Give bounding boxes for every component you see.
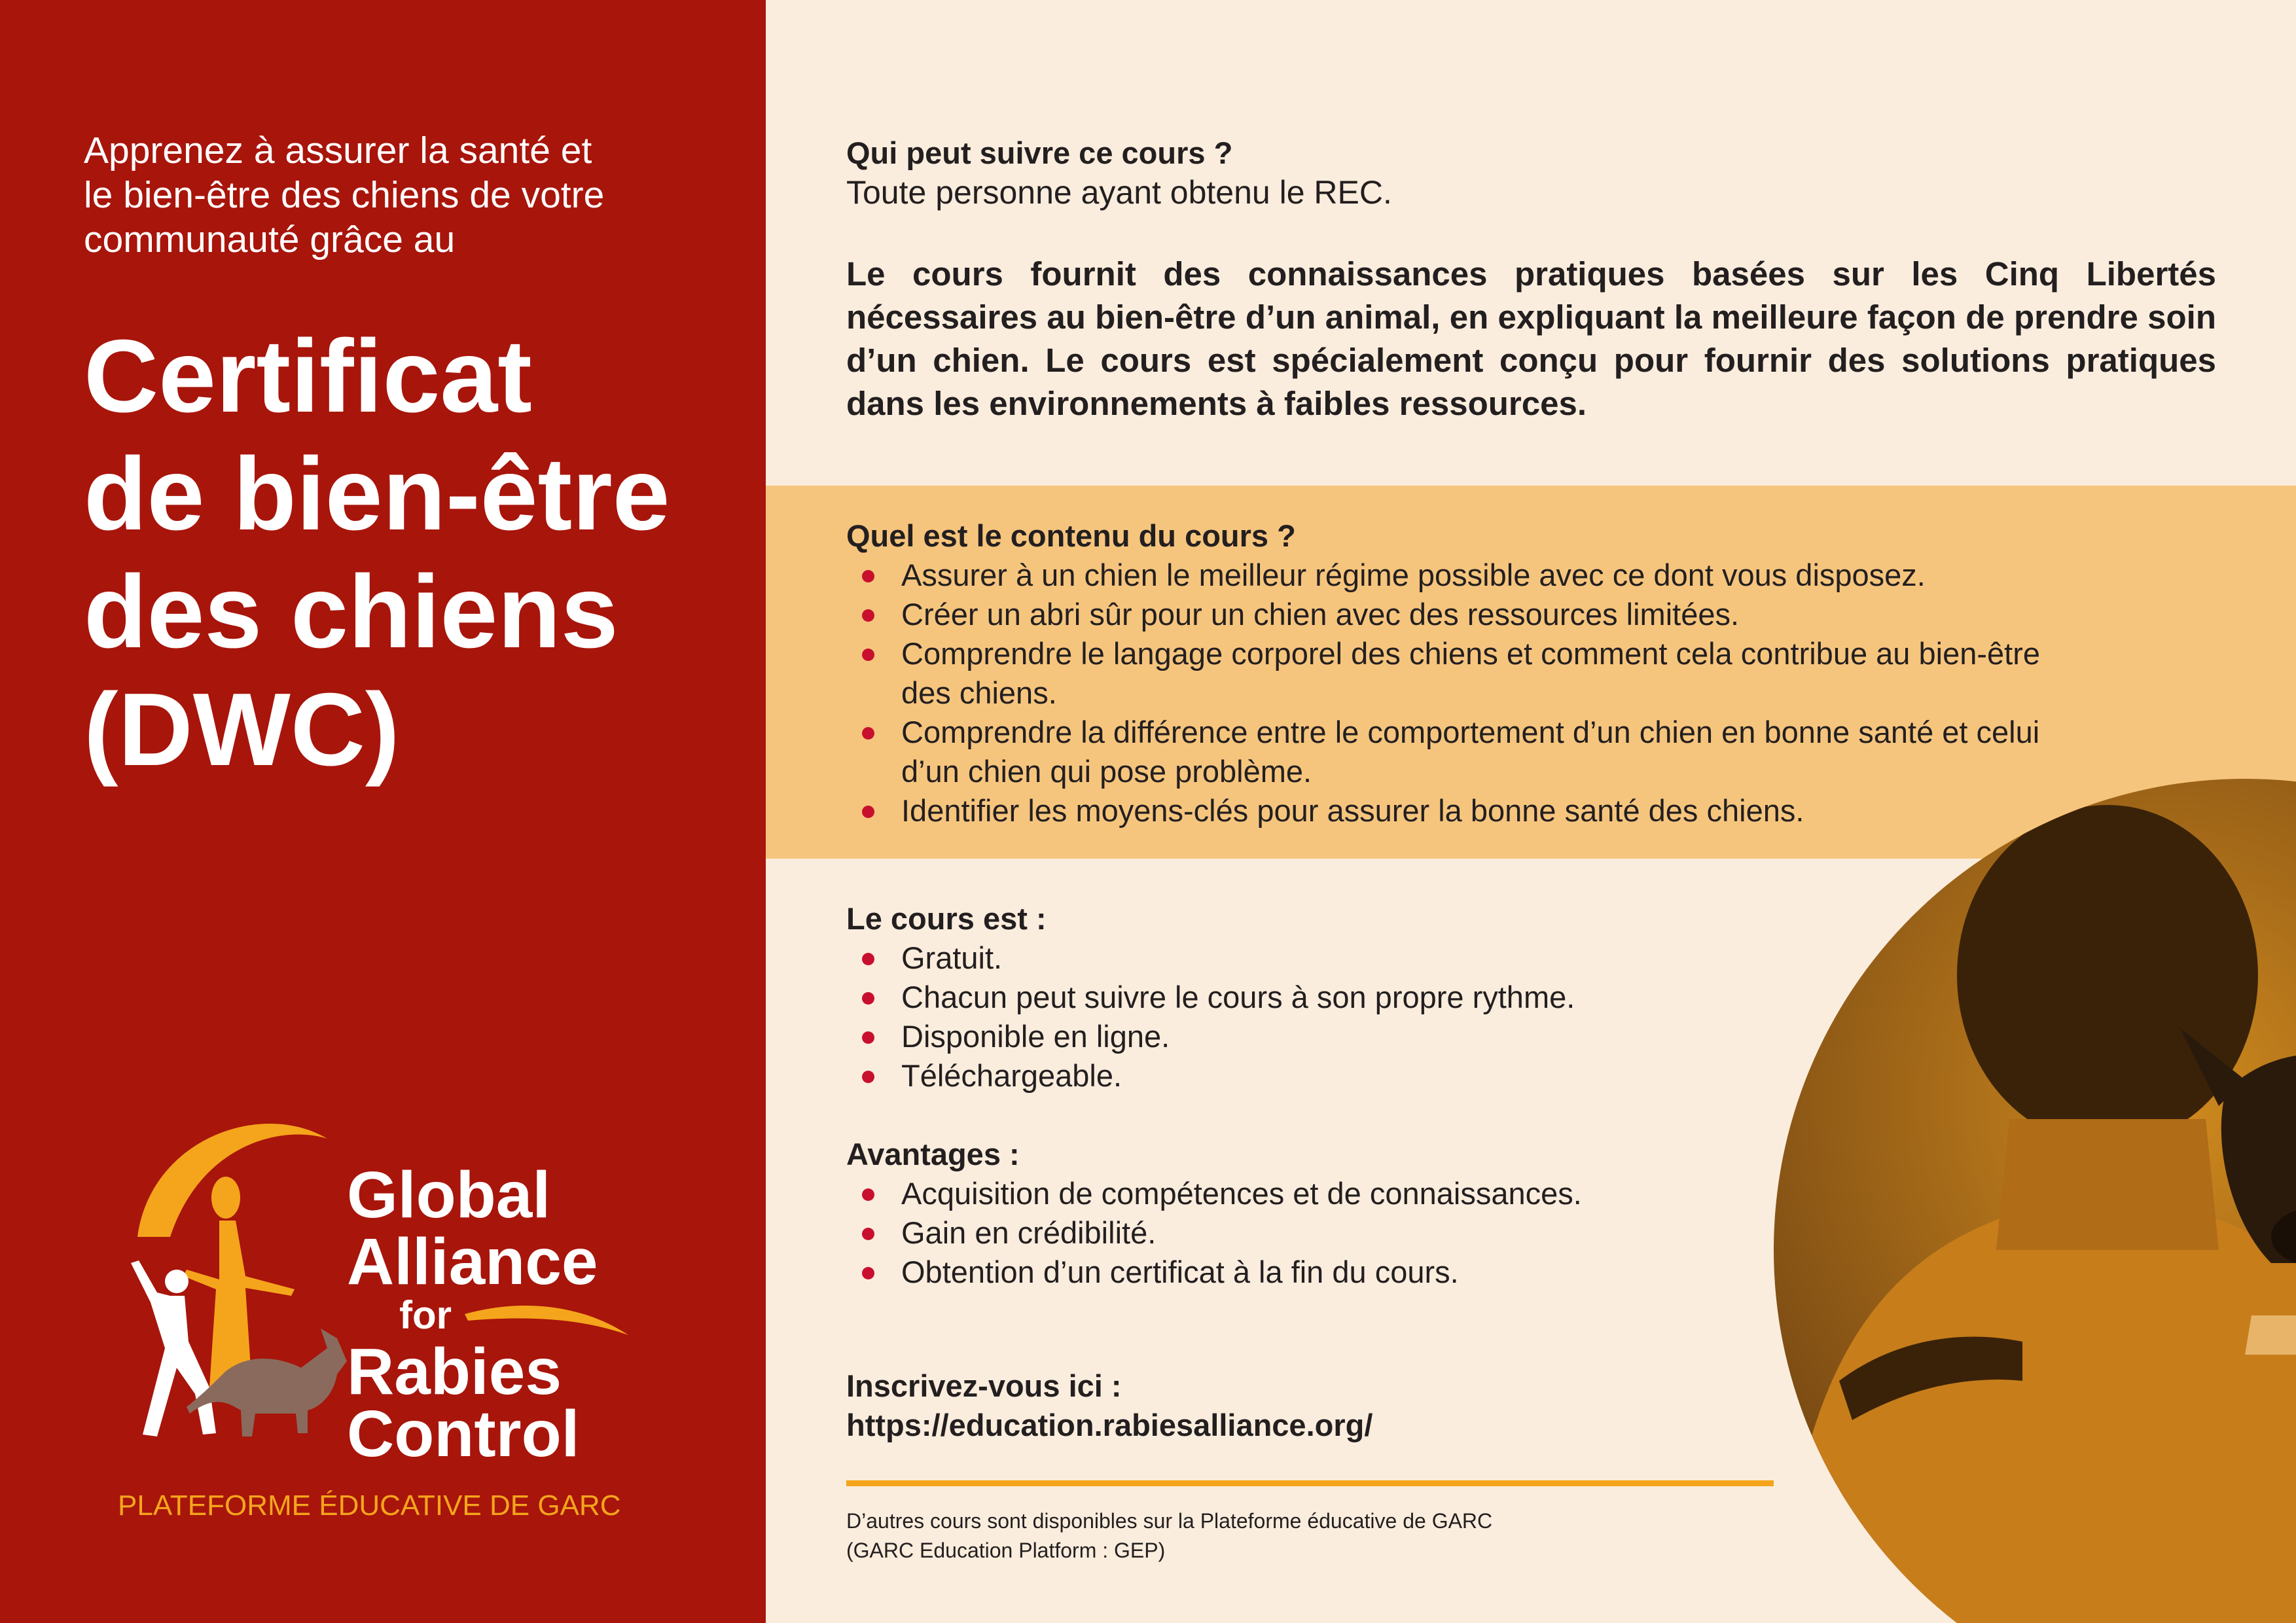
who-heading: Qui peut suivre ce cours ? [846,135,1233,170]
adult-figure-icon [183,1177,295,1387]
who-section [846,134,2221,425]
list-item: Chacun peut suivre le cours à son propre rythme. [846,978,1752,1017]
logo-word-control: Control [347,1397,580,1466]
list-item: Assurer à un chien le meilleur régime possible avec ce dont vous disposez. [846,556,2210,595]
course-is-list [846,938,1763,1096]
list-item: Gratuit. [846,938,1752,978]
content-list [846,556,2221,830]
logo-word-global: Global [347,1158,551,1232]
benefits-list [846,1174,1763,1292]
intro-line: le bien-être des chiens de votre [84,174,605,216]
logo-word-alliance: Alliance [347,1225,598,1298]
intro-line: communauté grâce au [84,219,456,260]
list-item: Comprendre le langage corporel des chiens et comment cela contribue au bien-être des chiens. [846,634,2079,713]
register-label: Inscrivez-vous ici : [846,1368,1122,1403]
intro-line: Apprenez à assurer la santé et [84,130,592,171]
platform-label: PLATEFORME ÉDUCATIVE DE GARC [118,1489,621,1522]
divider [846,1480,1774,1486]
left-panel [0,0,766,1623]
course-is-section [846,899,1763,1096]
intro-text [84,128,738,262]
list-item: Gain en crédibilité. [846,1213,1752,1253]
who-answer: Toute personne ayant obtenu le REC. [846,174,1392,211]
benefits-section [846,1135,1763,1292]
logo-word-for: for [399,1293,452,1337]
title-line: des chiens [84,554,619,669]
list-item: Obtention d’un certificat à la fin du cours. [846,1253,1752,1292]
course-description: Le cours fournit des connaissances pratiques basées sur les Cinq Libertés nécessaires au bien-être d’un animal, en expliquant la meilleure façon de prendre soin d’un chien. Le cours est spécialement conçu pour fournir des solutions pratiques dans les environnements à faibles ressources. [846,255,2216,422]
garc-logo [111,1113,674,1466]
course-title [84,317,764,789]
benefits-heading: Avantages : [846,1137,1020,1171]
title-line: (DWC) [84,672,400,787]
list-item: Acquisition de compétences et de connaissances. [846,1174,1752,1213]
boy-with-dog-photo [1682,753,2296,1623]
register-link[interactable]: https://education.rabiesalliance.org/ [846,1408,1373,1442]
register-section [846,1366,1763,1445]
list-item: Comprendre la différence entre le comportement d’un chien en bonne santé et celui d’un chien qui pose problème. [846,713,2079,791]
course-content-section [846,516,2221,830]
title-line: de bien-être [84,437,670,552]
list-item: Identifier les moyens-clés pour assurer la bonne santé des chiens. [846,791,2210,830]
footnote-line: (GARC Education Platform : GEP) [846,1539,1166,1562]
list-item: Créer un abri sûr pour un chien avec des ressources limitées. [846,595,2210,634]
list-item: Disponible en ligne. [846,1017,1752,1056]
content-heading: Quel est le contenu du cours ? [846,518,1296,553]
footnote-line: D’autres cours sont disponibles sur la Plateforme éducative de GARC [846,1509,1493,1533]
logo-word-rabies: Rabies [347,1335,562,1408]
title-line: Certificat [84,319,532,434]
course-is-heading: Le cours est : [846,901,1047,936]
child-figure-icon [131,1260,216,1436]
list-item: Téléchargeable. [846,1056,1752,1096]
footnote [846,1507,1763,1565]
logo-swoosh-icon [465,1306,628,1335]
